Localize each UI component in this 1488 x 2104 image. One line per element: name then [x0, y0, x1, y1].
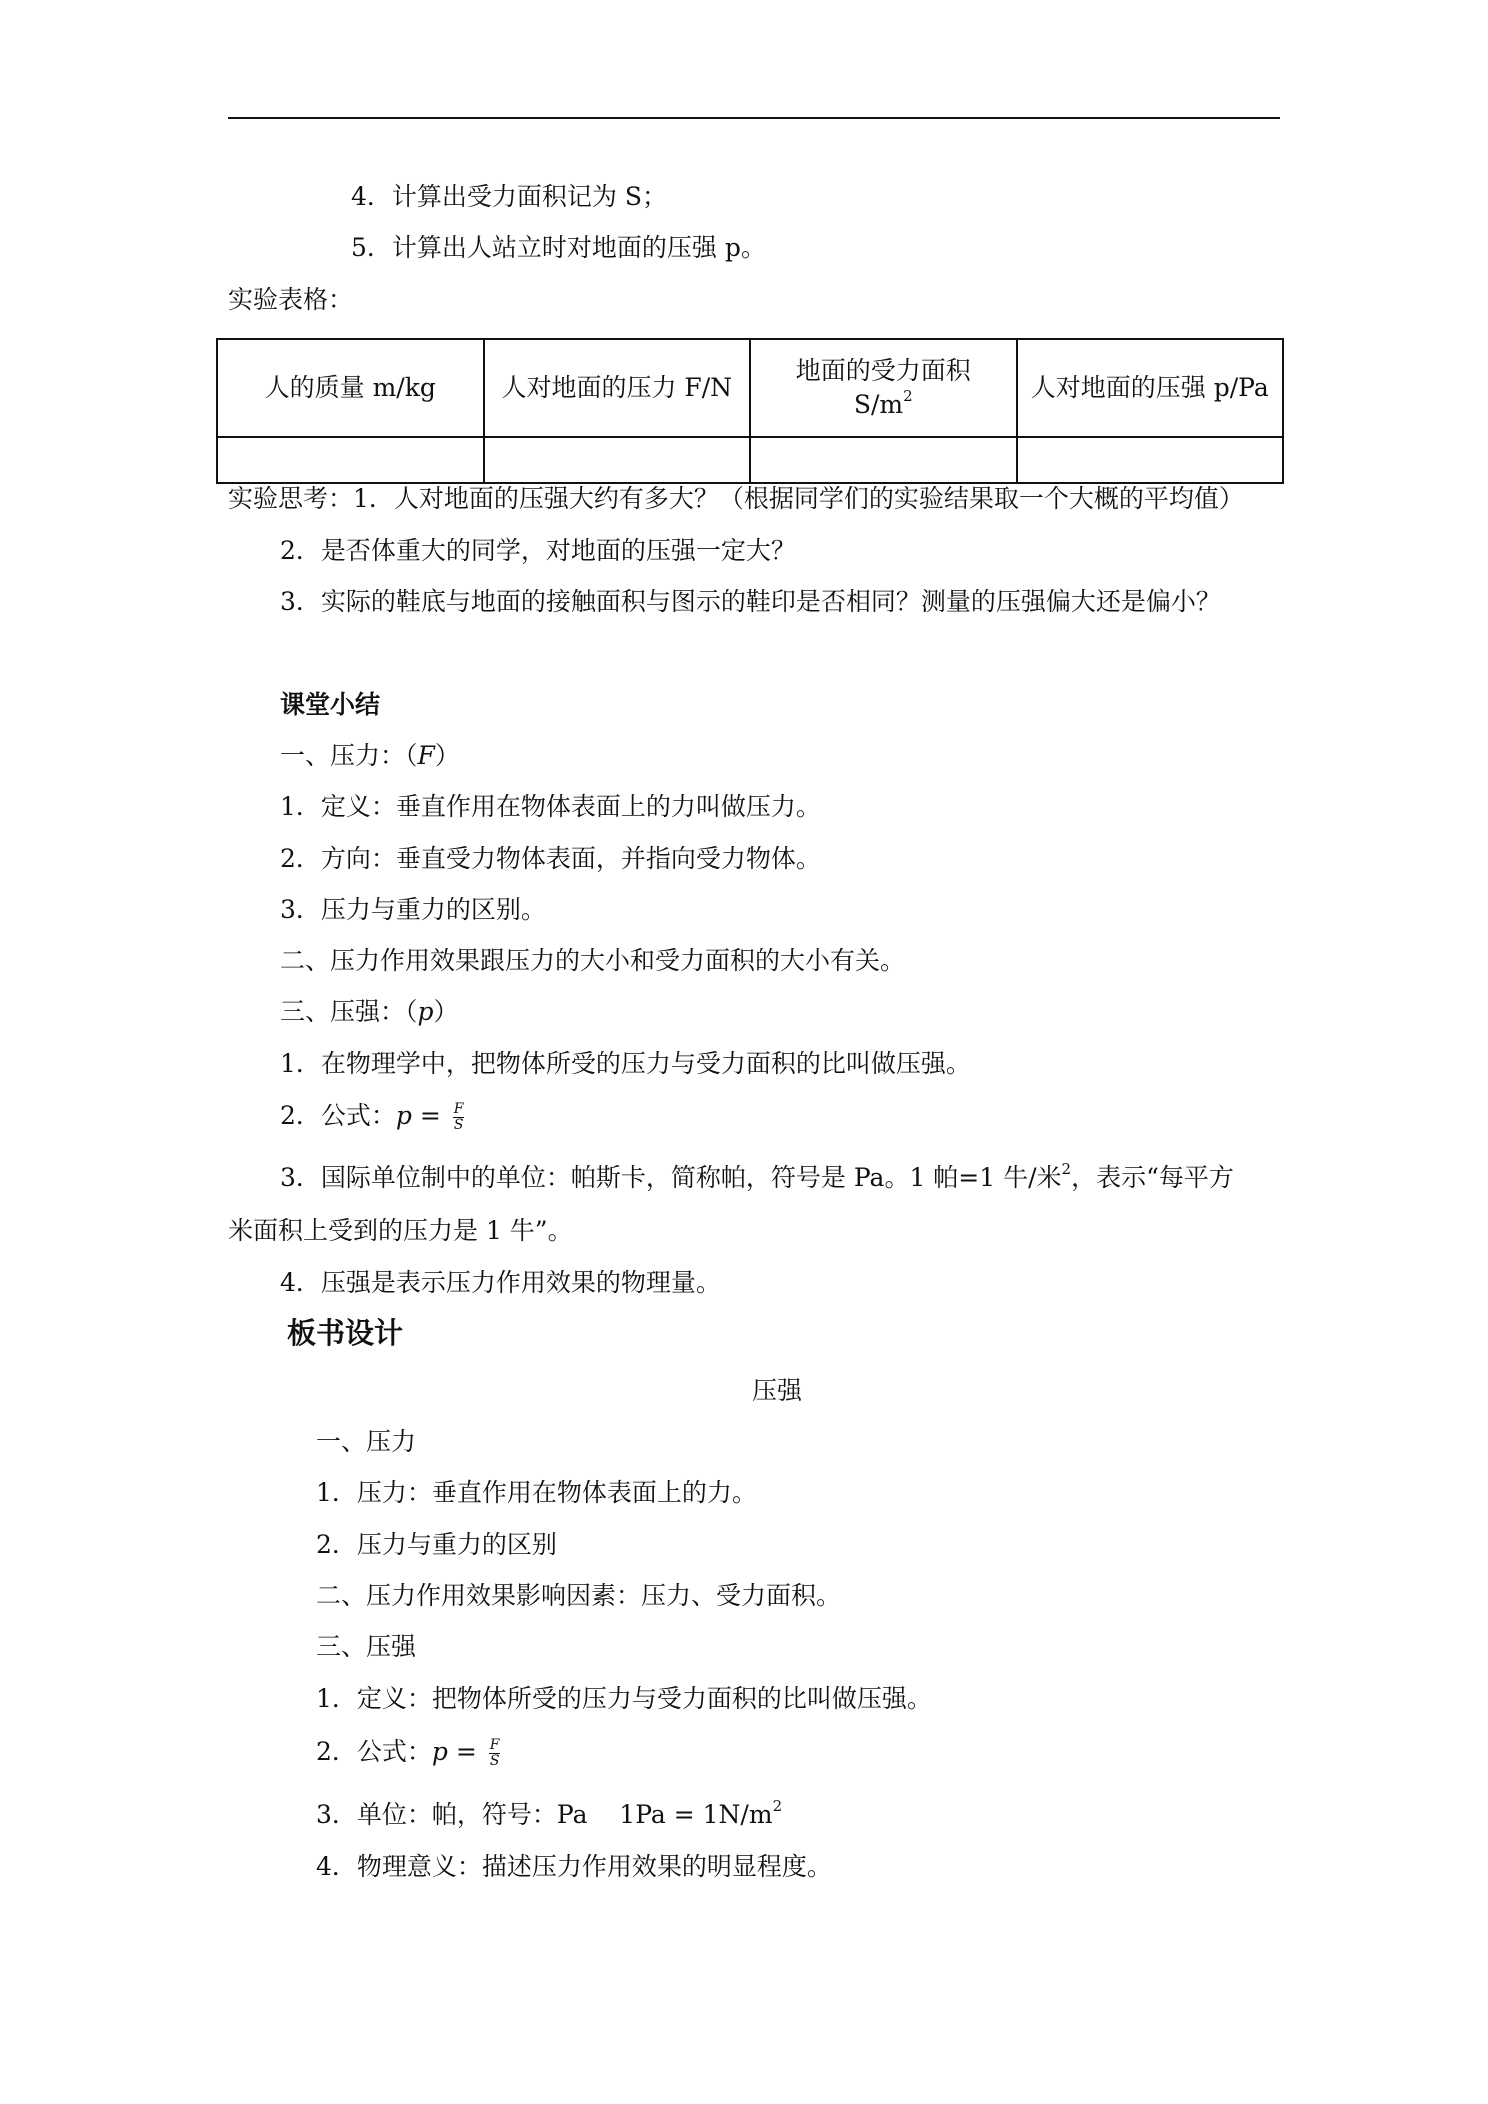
board-line: 4．物理意义：描述压力作用效果的明显程度。: [316, 1852, 832, 1881]
summary-line: 一、压力：（F）: [280, 741, 460, 770]
fraction: $\frac{F}{S}$: [453, 1101, 464, 1133]
board-line: 1．压力：垂直作用在物体表面上的力。: [316, 1478, 757, 1507]
table-cell: [1017, 437, 1284, 483]
header-area: [750, 339, 1017, 437]
table-row: [217, 437, 1283, 483]
board-line: 3．单位：帕，符号：Pa $1Pa = 1N/m^2$: [316, 1797, 783, 1829]
step-5: 5．计算出人站立时对地面的压强 p。: [351, 233, 766, 262]
table-header-row: [217, 339, 1283, 437]
experiment-table: [216, 338, 1284, 484]
header-mass: 人的质量 m/kg: [217, 339, 484, 437]
summary-line: 二、压力作用效果跟压力的大小和受力面积的大小有关。: [280, 946, 906, 975]
summary-line: 3．国际单位制中的单位：帕斯卡，简称帕，符号是 Pa。1 帕=1 牛/米$^2$，表示“每平方: [280, 1160, 1234, 1192]
summary-line: 4．压强是表示压力作用效果的物理量。: [280, 1268, 721, 1297]
summary-line: 1．定义：垂直作用在物体表面上的力叫做压力。: [280, 792, 821, 821]
step-4: 4．计算出受力面积记为 S；: [351, 182, 667, 211]
board-line: 三、压强: [316, 1632, 417, 1661]
board-line: 二、压力作用效果影响因素：压力、受力面积。: [316, 1581, 842, 1610]
table-caption: 实验表格：: [228, 285, 354, 314]
summary-formula: 2．公式：p = $\frac{F}{S}$: [280, 1101, 464, 1133]
summary-line: 三、压强：（p）: [280, 997, 459, 1026]
table-cell: [750, 437, 1017, 483]
table-cell: [484, 437, 751, 483]
summary-line: 3．压力与重力的区别。: [280, 895, 546, 924]
fraction: $\frac{F}{S}$: [489, 1737, 500, 1769]
board-line: 一、压力: [316, 1427, 417, 1456]
table-cell: [217, 437, 484, 483]
board-line: 2．压力与重力的区别: [316, 1530, 557, 1559]
header-pressure: 人对地面的压强 p/Pa: [1017, 339, 1284, 437]
header-rule: [228, 117, 1280, 119]
summary-line: 2．方向：垂直受力物体表面，并指向受力物体。: [280, 844, 821, 873]
board-title: 板书设计: [287, 1316, 404, 1350]
thinking-q3: 3．实际的鞋底与地面的接触面积与图示的鞋印是否相同？测量的压强偏大还是偏小？: [280, 587, 1221, 616]
board-formula: 2．公式：p = $\frac{F}{S}$: [316, 1737, 500, 1769]
thinking-q1: 实验思考：1．人对地面的压强大约有多大？（根据同学们的实验结果取一个大概的平均值）: [228, 484, 1244, 513]
header-area-line2: $S/m^2$: [853, 387, 913, 419]
board-line: 1．定义：把物体所受的压力与受力面积的比叫做压强。: [316, 1684, 932, 1713]
board-center-title: 压强: [752, 1376, 803, 1405]
summary-line: 米面积上受到的压力是 1 牛”。: [228, 1216, 573, 1245]
summary-title: 课堂小结: [280, 690, 381, 719]
header-force: 人对地面的压力 F/N: [484, 339, 751, 437]
summary-line: 1．在物理学中，把物体所受的压力与受力面积的比叫做压强。: [280, 1049, 971, 1078]
header-area-line1: 地面的受力面积: [795, 356, 971, 385]
thinking-q2: 2．是否体重大的同学，对地面的压强一定大？: [280, 536, 796, 565]
